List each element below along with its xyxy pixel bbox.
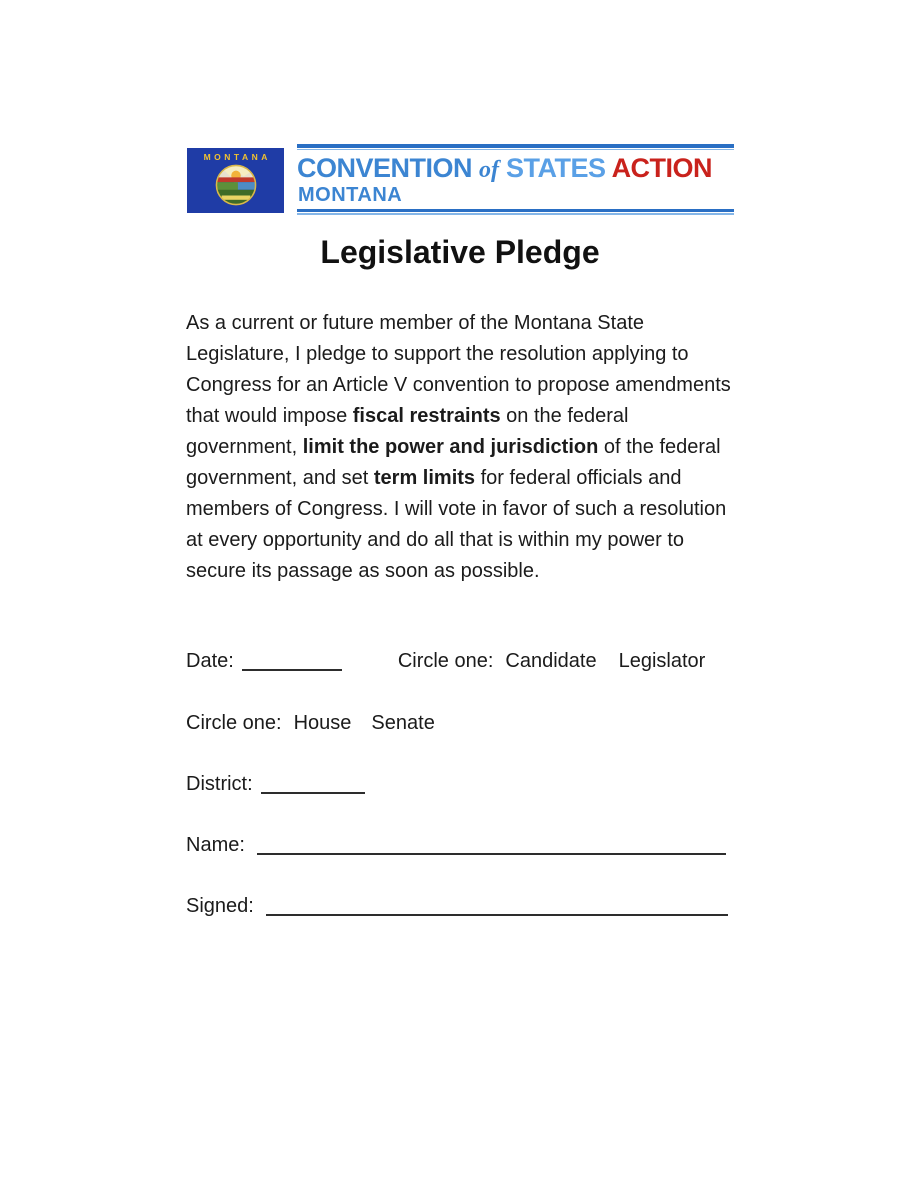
circle-option-senate: Senate — [371, 712, 435, 734]
role-options — [493, 650, 705, 672]
pledge-paragraph — [186, 308, 738, 587]
name-label: Name: — [186, 834, 245, 856]
pledge-text-run: for federal officials and members of Congress. I will vote in favor of such a resolution at every opportunity and do all that is within my power to secure its passage as soon as possible. — [186, 467, 727, 582]
brand-rule-top-accent — [297, 149, 734, 151]
page-title: Legislative Pledge — [320, 234, 600, 270]
brand-lockup — [297, 144, 734, 215]
montana-flag-logo — [187, 148, 284, 213]
brand-wordmark — [297, 154, 734, 184]
brand-word-of: of — [479, 157, 500, 183]
date-blank-line — [242, 669, 342, 671]
pledge-bold-phrase: fiscal restraints — [352, 405, 501, 427]
chamber-row — [186, 712, 435, 735]
pledge-bold-phrase: limit the power and jurisdiction — [302, 436, 599, 458]
brand-word-convention: CONVENTION — [297, 153, 473, 183]
signed-row — [186, 895, 728, 918]
signed-blank-line — [266, 913, 728, 916]
chamber-options — [282, 712, 435, 734]
circle-option-legislator: Legislator — [618, 650, 706, 672]
pledge-text-run: As a current or future member of the Montana State Legislature, I pledge to support the resolution applying to Congress for an Article V convention to propose amendments that would impose — [186, 312, 731, 427]
chamber-circle-label: Circle one: — [186, 712, 282, 734]
date-label: Date: — [186, 650, 234, 672]
district-label: District: — [186, 773, 253, 795]
date-role-row — [186, 650, 705, 673]
role-circle-label: Circle one: — [397, 650, 494, 672]
pledge-text-run: of the federal government, and set — [186, 436, 721, 489]
brand-word-states: STATES — [506, 153, 606, 183]
circle-option-candidate: Candidate — [505, 650, 597, 672]
brand-rule-bottom-accent — [297, 213, 734, 215]
brand-rule-bottom — [297, 209, 734, 213]
signed-label: Signed: — [186, 895, 254, 917]
flag-state-label: MONTANA — [203, 152, 271, 162]
montana-seal-icon — [215, 164, 257, 206]
brand-word-action: ACTION — [611, 153, 713, 183]
district-row — [186, 773, 365, 796]
brand-subtitle-montana: MONTANA — [298, 183, 403, 206]
name-blank-line — [257, 852, 726, 855]
pledge-bold-phrase: term limits — [373, 467, 476, 489]
name-row — [186, 834, 726, 857]
circle-option-house: House — [293, 712, 352, 734]
brand-rule-top — [297, 144, 734, 148]
pledge-text-run: on the federal government, — [186, 405, 629, 458]
district-blank-line — [261, 792, 365, 794]
